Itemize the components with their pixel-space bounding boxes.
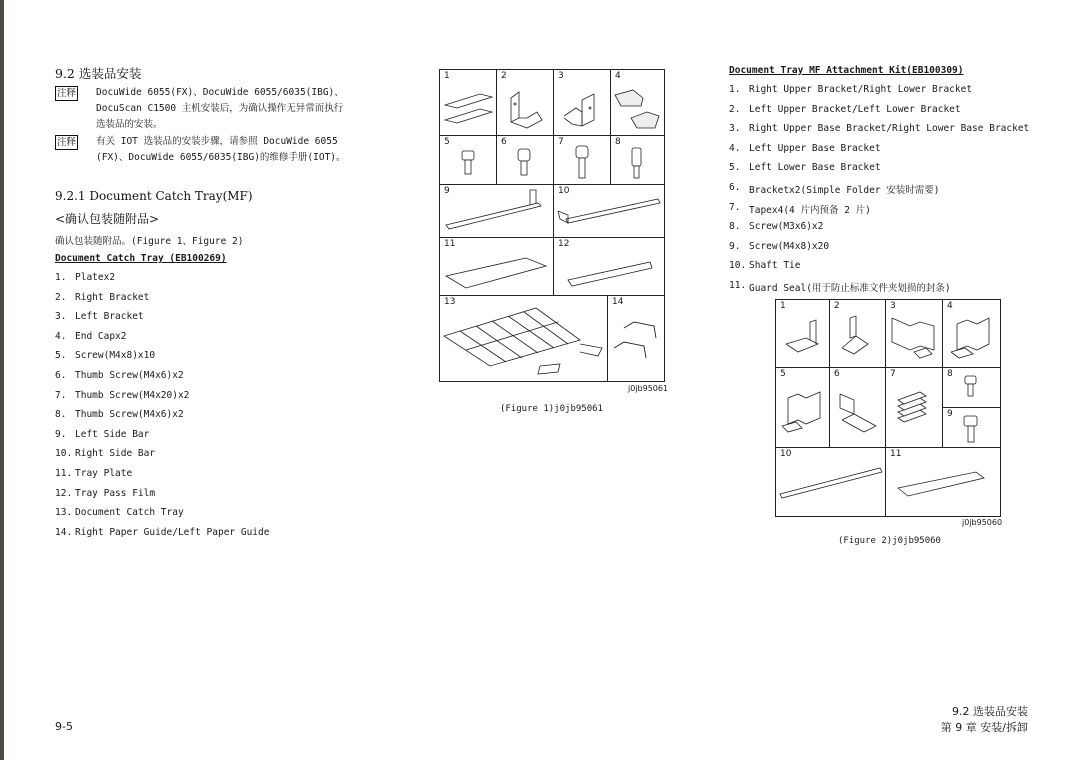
fig2-cell-9: [943, 408, 1000, 448]
footer-chapter: 第 9 章 安装/拆卸: [940, 721, 1028, 734]
list-item: [729, 280, 1029, 300]
list-item: [55, 272, 269, 292]
cell-number: 6: [834, 369, 840, 379]
item-label: Tapex4(4 片内预备 2 片): [749, 204, 871, 216]
right-bracket-icon: [497, 70, 554, 136]
list-item: [55, 448, 269, 468]
item-number: 2.: [729, 103, 741, 115]
item-label: Screw(M4x8)x20: [749, 240, 830, 252]
fig1-cell-4: [611, 70, 664, 136]
item-number: 7.: [55, 389, 67, 401]
item-label: Platex2: [75, 272, 116, 283]
item-number: 8.: [55, 409, 67, 421]
fig1-cell-3: [554, 70, 611, 136]
list-item: [55, 292, 269, 312]
item-number: 5.: [729, 162, 741, 174]
list-item: [729, 143, 1029, 163]
item-number: 14.: [55, 526, 73, 538]
left-side-bar-icon: [440, 185, 554, 238]
list-item: [55, 429, 269, 449]
cell-number: 11: [444, 239, 456, 249]
figure-1: [439, 69, 665, 382]
figure-2: [775, 299, 1001, 517]
item-label: Right Bracket: [75, 291, 150, 303]
intro-text: 确认包装随附品。(Figure 1、Figure 2): [55, 236, 244, 247]
figure-2-caption: (Figure 2)j0jb95060: [838, 536, 941, 546]
bracket-icon: [830, 300, 886, 368]
note-tag: 注释: [57, 88, 77, 99]
item-number: 2.: [55, 291, 67, 303]
item-label: Guard Seal(用于防止标准文件夹划损的封条): [749, 282, 951, 294]
cell-number: 10: [558, 186, 570, 196]
list-item: [55, 370, 269, 390]
fig1-cell-9: [440, 185, 554, 238]
note-tag: 注释: [57, 137, 77, 148]
fig1-cell-12: [554, 238, 664, 296]
cell-number: 10: [780, 449, 792, 459]
end-cap-icon: [611, 70, 664, 136]
item-number: 7.: [729, 201, 741, 213]
item-label: Screw(M4x8)x10: [75, 350, 156, 362]
viewer-left-edge: [0, 0, 4, 760]
note-text: [96, 134, 346, 166]
fig2-cell-11: [886, 448, 1000, 516]
cell-number: 8: [615, 137, 621, 147]
thumb-screw-long-icon: [554, 136, 611, 185]
footer-section: 9.2 选装品安装: [952, 705, 1028, 718]
fig1-cell-8: [611, 136, 664, 185]
cell-number: 9: [947, 409, 953, 419]
list-item: [729, 202, 1029, 222]
screw-icon: [943, 408, 1000, 448]
cell-number: 7: [558, 137, 564, 147]
cell-number: 14: [612, 297, 624, 307]
document-catch-tray-icon: [440, 296, 608, 381]
cell-number: 3: [890, 301, 896, 311]
note-line: 选装品的安装。: [96, 119, 163, 130]
item-number: 4.: [55, 330, 67, 342]
base-bracket-icon: [943, 300, 1000, 368]
list-item: [729, 182, 1029, 202]
item-label: Right Upper Base Bracket/Right Lower Base Bracket: [749, 123, 1030, 135]
list-item: [729, 123, 1029, 143]
fig1-cell-7: [554, 136, 611, 185]
cell-number: 4: [947, 301, 953, 311]
cell-number: 13: [444, 297, 456, 307]
kit1-title: Document Catch Tray (EB100269): [55, 253, 227, 264]
item-label: End Capx2: [75, 330, 127, 342]
tray-pass-film-icon: [554, 238, 664, 296]
cell-number: 12: [558, 239, 570, 249]
thumb-screw-icon: [497, 136, 554, 185]
cell-number: 6: [501, 137, 507, 147]
fig1-cell-5: [440, 136, 497, 185]
list-item: [55, 390, 269, 410]
subsection-title: 9.2.1 Document Catch Tray(MF): [55, 189, 253, 203]
item-label: Document Catch Tray: [75, 507, 184, 519]
fig2-cell-2: [830, 300, 886, 368]
fig2-cell-4: [943, 300, 1000, 368]
fig1-cell-2: [497, 70, 554, 136]
list-item: [729, 162, 1029, 182]
screw-icon: [943, 368, 1000, 408]
cell-number: 9: [444, 186, 450, 196]
fig1-cell-14: [608, 296, 664, 381]
item-number: 3.: [55, 311, 67, 323]
cell-number: 2: [501, 71, 507, 81]
item-label: Tray Pass Film: [75, 487, 156, 499]
item-number: 8.: [729, 221, 741, 233]
item-number: 4.: [729, 142, 741, 154]
list-item: [55, 350, 269, 370]
note-text: [96, 85, 344, 133]
item-label: Left Side Bar: [75, 428, 150, 440]
item-label: Right Side Bar: [75, 448, 156, 460]
fig1-cell-1: [440, 70, 497, 136]
note-line: DocuWide 6055(FX)、DocuWide 6055/6035(IBG)、: [96, 87, 344, 98]
fig1-cell-13: [440, 296, 608, 381]
item-label: Left Upper Base Bracket: [749, 142, 881, 154]
cell-number: 7: [890, 369, 896, 379]
kit2-parts-list: [729, 84, 1029, 300]
item-number: 10.: [729, 260, 747, 272]
list-item: [55, 488, 269, 508]
fig2-cell-8: [943, 368, 1000, 408]
fig2-cell-7: [886, 368, 943, 448]
list-item: [729, 221, 1029, 241]
base-bracket-icon: [886, 300, 943, 368]
cell-number: 5: [780, 369, 786, 379]
subsection-heading: <确认包装随附品>: [55, 212, 160, 226]
screw-icon: [440, 136, 497, 185]
fig2-cell-10: [776, 448, 886, 516]
item-label: Shaft Tie: [749, 260, 801, 272]
page-number: 9-5: [55, 720, 73, 733]
section-title: 9.2 选装品安装: [55, 66, 142, 81]
note-line: (FX)、DocuWide 6055/6035(IBG)的维修手册(IOT)。: [96, 152, 346, 163]
item-label: Left Bracket: [75, 311, 144, 323]
thumb-screw-icon: [611, 136, 664, 185]
item-number: 5.: [55, 350, 67, 362]
note-line: 有关 IOT 选装品的安装步骤，请参照 DocuWide 6055: [96, 136, 338, 147]
kit1-parts-list: [55, 272, 269, 546]
list-item: [55, 311, 269, 331]
list-item: [55, 331, 269, 351]
figure-1-code: j0jb95061: [628, 384, 669, 393]
item-label: Bracketx2(Simple Folder 安装时需要): [749, 184, 940, 196]
guard-seal-icon: [886, 448, 1000, 516]
item-label: Tray Plate: [75, 467, 133, 479]
item-number: 6.: [55, 369, 67, 381]
base-bracket-icon: [776, 368, 830, 448]
item-number: 10.: [55, 448, 73, 460]
list-item: [55, 409, 269, 429]
item-number: 12.: [55, 487, 73, 499]
list-item: [55, 527, 269, 547]
item-number: 9.: [55, 428, 67, 440]
item-label: Thumb Screw(M4x20)x2: [75, 389, 190, 401]
paper-guide-icon: [608, 296, 664, 381]
right-side-bar-icon: [554, 185, 664, 238]
item-label: Thumb Screw(M4x6)x2: [75, 369, 184, 381]
fig2-cell-3: [886, 300, 943, 368]
item-number: 6.: [729, 181, 741, 193]
list-item: [729, 104, 1029, 124]
item-label: Screw(M3x6)x2: [749, 221, 824, 233]
item-label: Thumb Screw(M4x6)x2: [75, 409, 184, 421]
fig1-cell-6: [497, 136, 554, 185]
cell-number: 3: [558, 71, 564, 81]
shaft-tie-icon: [776, 448, 886, 516]
item-label: Right Upper Bracket/Right Lower Bracket: [749, 84, 973, 95]
tape-icon: [886, 368, 943, 448]
note-line: DocuScan C1500 主机安装后，为确认操作无异常而执行: [96, 103, 344, 114]
cell-number: 2: [834, 301, 840, 311]
fig2-cell-6: [830, 368, 886, 448]
fig1-cell-10: [554, 185, 664, 238]
cell-number: 4: [615, 71, 621, 81]
list-item: [55, 468, 269, 488]
list-item: [729, 260, 1029, 280]
fig1-cell-11: [440, 238, 554, 296]
item-number: 1.: [55, 272, 67, 283]
figure-1-caption: (Figure 1)j0jb95061: [500, 404, 603, 414]
item-number: 3.: [729, 123, 741, 135]
figure-2-code: j0jb95060: [962, 518, 1003, 527]
list-item: [729, 241, 1029, 261]
item-number: 9.: [729, 240, 741, 252]
plate-icon: [440, 70, 497, 136]
list-item: [729, 84, 1029, 104]
list-item: [55, 507, 269, 527]
tray-plate-icon: [440, 238, 554, 296]
fig2-cell-5: [776, 368, 830, 448]
item-label: Left Upper Bracket/Left Lower Bracket: [749, 103, 961, 115]
item-label: Left Lower Base Bracket: [749, 162, 881, 174]
cell-number: 1: [780, 301, 786, 311]
item-number: 1.: [729, 84, 741, 95]
item-number: 11.: [55, 467, 73, 479]
cell-number: 1: [444, 71, 450, 81]
item-number: 13.: [55, 507, 73, 519]
cell-number: 5: [444, 137, 450, 147]
kit2-title: Document Tray MF Attachment Kit(EB100309): [729, 65, 964, 76]
bracket-icon: [830, 368, 886, 448]
item-label: Right Paper Guide/Left Paper Guide: [75, 526, 270, 538]
fig2-cell-1: [776, 300, 830, 368]
cell-number: 8: [947, 369, 953, 379]
bracket-icon: [776, 300, 830, 368]
item-number: 11.: [729, 279, 747, 291]
cell-number: 11: [890, 449, 902, 459]
left-bracket-icon: [554, 70, 611, 136]
